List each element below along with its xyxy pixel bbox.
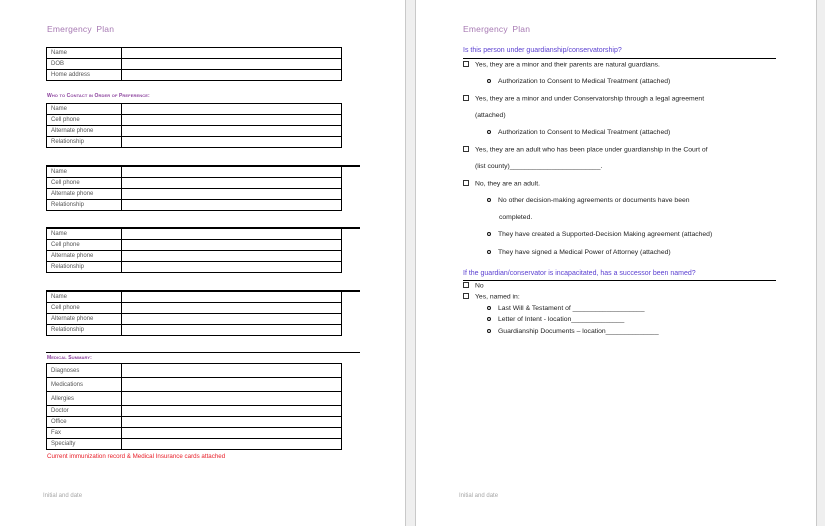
field-label: Name <box>47 48 122 59</box>
field-value-cell[interactable] <box>122 48 342 59</box>
header-title-right: Emergency Plan <box>463 24 531 34</box>
field-value-cell[interactable] <box>122 167 342 178</box>
horizontal-rule <box>463 58 776 59</box>
field-label: Cell phone <box>47 178 122 189</box>
table-row <box>47 137 342 148</box>
option-label: Yes, they are a minor and under Conservatorship through a legal agreement <box>475 95 705 103</box>
medical-heading: Medical Summary: <box>47 355 92 361</box>
medical-summary-table <box>46 363 342 450</box>
field-label: Cell phone <box>47 240 122 251</box>
sub-item-supported-decision <box>487 231 712 238</box>
table-row <box>47 406 342 417</box>
field-label: Cell phone <box>47 303 122 314</box>
bullet-icon <box>487 232 491 236</box>
sub-item-label: Letter of Intent - location______________ <box>498 316 625 323</box>
field-value-cell[interactable] <box>122 178 342 189</box>
option-adult-guardianship[interactable] <box>463 146 708 154</box>
table-row <box>47 70 342 81</box>
contact-table-3 <box>46 228 342 273</box>
field-label: Alternate phone <box>47 126 122 137</box>
bullet-icon <box>487 130 491 134</box>
field-label: Name <box>47 167 122 178</box>
field-value-cell[interactable] <box>122 392 342 406</box>
table-row <box>47 200 342 211</box>
attachments-note: Current immunization record & Medical Insurance cards attached <box>47 453 226 460</box>
table-row <box>47 292 342 303</box>
bullet-icon <box>487 79 491 83</box>
field-label: Relationship <box>47 325 122 336</box>
option-continuation: (attached) <box>475 112 506 119</box>
table-row <box>47 189 342 200</box>
sub-item-label: Guardianship Documents – location______________ <box>498 328 659 335</box>
sub-item-label: Authorization to Consent to Medical Treatment (attached) <box>498 129 671 136</box>
field-label: Alternate phone <box>47 251 122 262</box>
checkbox-icon[interactable] <box>463 95 469 101</box>
option-label: No, they are an adult. <box>475 180 540 188</box>
footer-initial-date-right: Initial and date <box>459 493 499 499</box>
option-no-successor[interactable] <box>463 282 484 290</box>
field-label: Medications <box>47 378 122 392</box>
checkbox-icon[interactable] <box>463 180 469 186</box>
field-value-cell[interactable] <box>122 262 342 273</box>
field-value-cell[interactable] <box>122 126 342 137</box>
sub-item-medical-poa <box>487 249 671 256</box>
bullet-icon <box>487 329 491 333</box>
bullet-icon <box>487 198 491 202</box>
table-row <box>47 417 342 428</box>
window-right-edge <box>816 0 825 526</box>
sub-item-no-other-agreements <box>487 197 690 204</box>
sub-item-continuation: completed. <box>499 214 533 221</box>
field-value-cell[interactable] <box>122 59 342 70</box>
field-value-cell[interactable] <box>122 70 342 81</box>
field-value-cell[interactable] <box>122 189 342 200</box>
sub-item-guardianship-docs <box>487 328 659 335</box>
bullet-icon <box>487 306 491 310</box>
sub-item-label: They have signed a Medical Power of Attorney (attached) <box>498 249 671 256</box>
table-row <box>47 325 342 336</box>
table-row <box>47 364 342 378</box>
field-label: Fax <box>47 428 122 439</box>
field-label: Doctor <box>47 406 122 417</box>
table-row <box>47 115 342 126</box>
table-row <box>47 303 342 314</box>
field-label: DOB <box>47 59 122 70</box>
sub-item-last-will <box>487 305 645 312</box>
bullet-icon <box>487 317 491 321</box>
table-row <box>47 229 342 240</box>
field-value-cell[interactable] <box>122 229 342 240</box>
sub-item-label: Authorization to Consent to Medical Treatment (attached) <box>498 78 671 85</box>
guardianship-question: Is this person under guardianship/conservatorship? <box>463 47 622 54</box>
table-row <box>47 59 342 70</box>
option-label: No <box>475 282 484 290</box>
field-value-cell[interactable] <box>122 439 342 450</box>
page-gutter <box>405 0 416 526</box>
contact-table-2 <box>46 166 342 211</box>
field-value-cell[interactable] <box>122 115 342 126</box>
field-label: Name <box>47 229 122 240</box>
checkbox-icon[interactable] <box>463 146 469 152</box>
table-row <box>47 251 342 262</box>
field-label: Allergies <box>47 392 122 406</box>
option-label: Yes, they are a minor and their parents are natural guardians. <box>475 61 660 69</box>
field-value-cell[interactable] <box>122 137 342 148</box>
checkbox-icon[interactable] <box>463 282 469 288</box>
option-adult-no-guardian[interactable] <box>463 180 540 188</box>
sub-item-label: They have created a Supported-Decision Making agreement (attached) <box>498 231 713 238</box>
field-value-cell[interactable] <box>122 251 342 262</box>
field-value-cell[interactable] <box>122 200 342 211</box>
contact-table-1 <box>46 103 342 148</box>
field-value-cell[interactable] <box>122 303 342 314</box>
field-value-cell[interactable] <box>122 325 342 336</box>
field-label: Home address <box>47 70 122 81</box>
table-row <box>47 428 342 439</box>
bullet-icon <box>487 250 491 254</box>
horizontal-rule <box>463 280 776 281</box>
field-label: Cell phone <box>47 115 122 126</box>
field-value-cell[interactable] <box>122 314 342 325</box>
field-label: Alternate phone <box>47 189 122 200</box>
field-label: Relationship <box>47 137 122 148</box>
sub-item-authorization-2 <box>487 129 670 136</box>
county-blank[interactable]: (list county)________________________. <box>475 163 603 170</box>
field-value-cell[interactable] <box>122 292 342 303</box>
field-label: Relationship <box>47 262 122 273</box>
option-minor-natural-guardians[interactable] <box>463 61 660 69</box>
field-label: Name <box>47 292 122 303</box>
table-row <box>47 314 342 325</box>
table-row <box>47 104 342 115</box>
field-value-cell[interactable] <box>122 240 342 251</box>
table-row <box>47 167 342 178</box>
field-label: Office <box>47 417 122 428</box>
table-row <box>47 126 342 137</box>
sub-item-label: Last Will & Testament of ___________________ <box>498 305 645 312</box>
table-row <box>47 178 342 189</box>
footer-initial-date: Initial and date <box>43 493 83 499</box>
option-label: Yes, named in: <box>475 293 520 301</box>
field-value-cell[interactable] <box>122 378 342 392</box>
contacts-heading: Who to Contact in Order of Preference: <box>47 93 150 99</box>
checkbox-icon[interactable] <box>463 293 469 299</box>
personal-info-table <box>46 47 342 81</box>
field-label: Relationship <box>47 200 122 211</box>
successor-question: If the guardian/conservator is incapacitated, has a successor been named? <box>463 270 696 277</box>
field-label: Name <box>47 104 122 115</box>
header-title: Emergency Plan <box>47 24 115 34</box>
option-minor-conservatorship[interactable] <box>463 95 704 103</box>
table-row <box>47 262 342 273</box>
checkbox-icon[interactable] <box>463 61 469 67</box>
table-row <box>47 240 342 251</box>
field-value-cell[interactable] <box>122 406 342 417</box>
horizontal-rule <box>46 352 360 353</box>
field-value-cell[interactable] <box>122 104 342 115</box>
field-label: Alternate phone <box>47 314 122 325</box>
table-row <box>47 392 342 406</box>
table-row <box>47 378 342 392</box>
sub-item-letter-of-intent <box>487 316 624 323</box>
option-yes-successor[interactable] <box>463 293 520 301</box>
field-value-cell[interactable] <box>122 428 342 439</box>
field-value-cell[interactable] <box>122 364 342 378</box>
option-label: Yes, they are an adult who has been place under guardianship in the Court of <box>475 146 708 154</box>
sub-item-label: No other decision-making agreements or documents have been <box>498 197 690 204</box>
field-label: Specialty <box>47 439 122 450</box>
field-label: Diagnoses <box>47 364 122 378</box>
field-value-cell[interactable] <box>122 417 342 428</box>
sub-item-authorization-1 <box>487 78 670 85</box>
table-row <box>47 439 342 450</box>
contact-table-4 <box>46 291 342 336</box>
table-row <box>47 48 342 59</box>
